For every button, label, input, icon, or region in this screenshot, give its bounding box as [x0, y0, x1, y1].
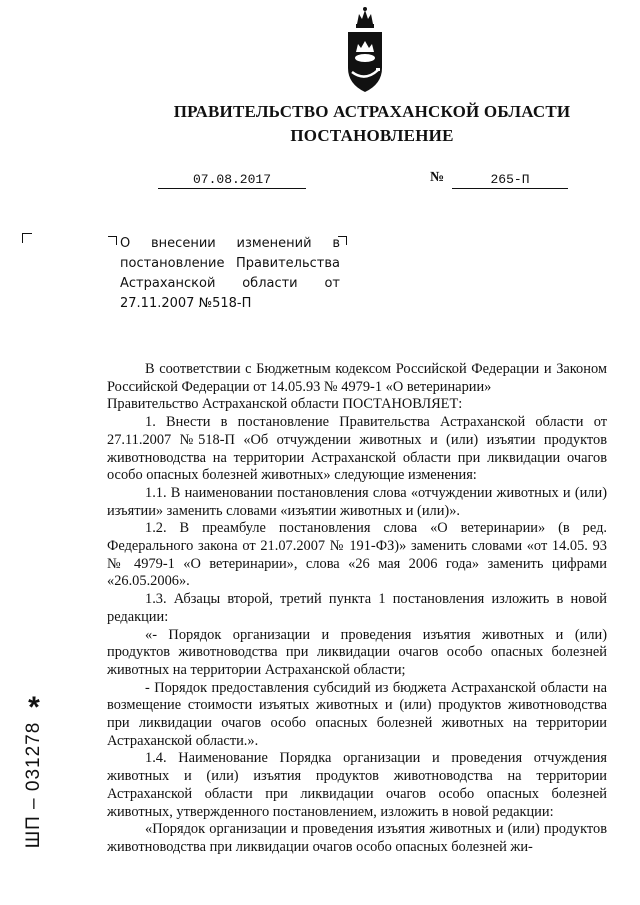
coat-of-arms-emblem — [342, 6, 388, 94]
document-body — [107, 361, 607, 857]
body-paragraph-item-1-3: 1.3. Абзацы второй, третий пункта 1 постановления изложить в новой редакции: — [107, 591, 607, 625]
body-paragraph-item-1-1: 1.1. В наименовании постановления слова «отчуждении животных и (или) изъятии» заменить словами «изъятии животных и (или)». — [107, 484, 607, 519]
body-paragraph-preamble: В соответствии с Бюджетным кодексом Российской Федерации и Законом Российской Федерации от 14.05.93 № 4979-1 «О ветеринарии» — [107, 361, 607, 395]
serial-stamp — [22, 705, 46, 865]
body-paragraph-item-1-2: 1.2. В преамбуле постановления слова «О ветеринарии» (в ред. Федерального закона от 21.07.2007 № 191-ФЗ)» заменить словами «от 14.05. 93 № 4979-1 «О ветеринарии», слова «26 мая 2006 года» заменить цифрами «26.05.2006». — [107, 520, 607, 590]
body-paragraph-quote-2: - Порядок предоставления субсидий из бюджета Астраханской области на возмещение стоимости изъятых животных и (или) продуктов животноводства при ликвидации очагов особо опасных болезней животных на территории Астраханской области.». — [107, 679, 607, 749]
body-paragraph-quote-1: «- Порядок организации и проведения изъятия животных и (или) продуктов животноводства при ликвидации очагов особо опасных болезней животных на территории Астраханской области; — [107, 626, 607, 678]
number-label: № — [430, 170, 445, 185]
serial-number: ШП – 031278 — [23, 721, 44, 849]
government-title: ПРАВИТЕЛЬСТВО АСТРАХАНСКОЙ ОБЛАСТИ — [173, 102, 571, 121]
document-type-title: ПОСТАНОВЛЕНИЕ — [290, 126, 454, 145]
left-margin-corner-mark — [22, 233, 32, 243]
document-subject: О внесении изменений в постановление Правительства Астраханской области от 27.11.2007 №518-П — [120, 236, 340, 311]
body-paragraph-item-1: 1. Внести в постановление Правительства Астраханской области от 27.11.2007 №518-П «Об отчуждении животных и (или) изъятии продуктов животноводства на территории Астраханской области при ликвидации очагов особо опасных болезней животных» следующие изменения: — [107, 414, 607, 484]
subject-open-bracket — [108, 236, 117, 245]
body-paragraph-decree: Правительство Астраханской области ПОСТАНОВЛЯЕТ: — [107, 396, 463, 413]
document-date: 07.08.2017 — [158, 172, 306, 189]
body-paragraph-quote-3: «Порядок организации и проведения изъятия животных и (или) продуктов животноводства при ликвидации очагов особо опасных болезней жи- — [107, 821, 607, 855]
stamp-asterisk: * — [28, 691, 40, 724]
body-paragraph-item-1-4: 1.4. Наименование Порядка организации и проведения отчуждения животных и (или) изъятия продуктов животноводства на территории Астраханской области при ликвидации очагов особо опасных болезней животных, утвержденного постановлением, изложить в новой редакции: — [107, 750, 607, 820]
document-number: 265-П — [452, 172, 568, 189]
